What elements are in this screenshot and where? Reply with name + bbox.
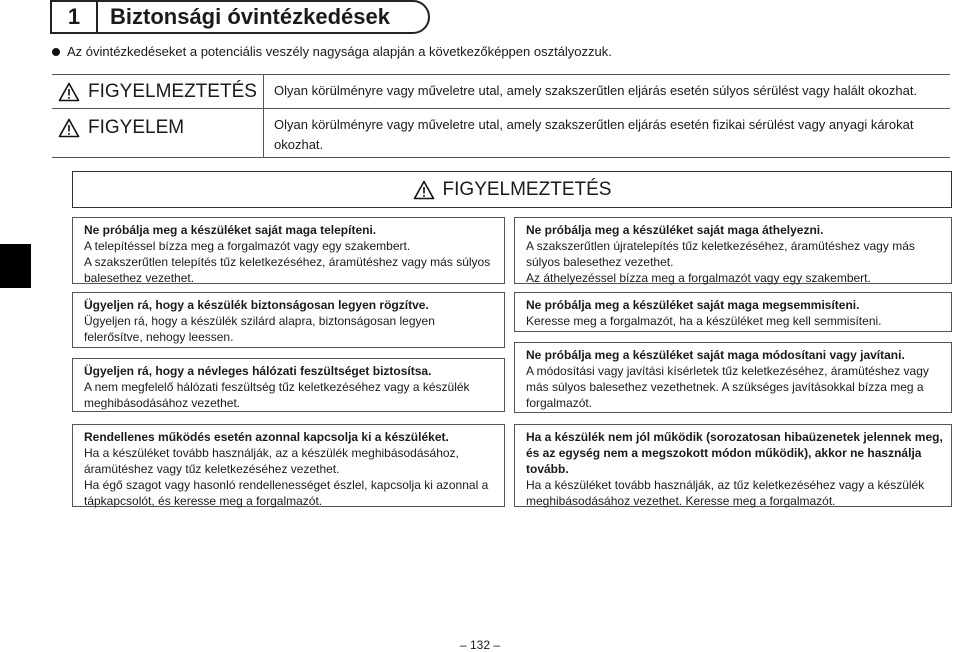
legend-divider — [263, 74, 264, 157]
warning-item-text: Ha égő szagot vagy hasonló rendellenességet észlel, kapcsolja ki azonnal a tápkapcsolót, és keresse meg a forgalmazót. — [84, 478, 489, 508]
warning-item-text: A telepítéssel bízza meg a forgalmazót vagy egy szakembert. — [84, 239, 411, 253]
warning-item — [514, 342, 952, 413]
warning-item — [514, 217, 952, 284]
warning-item — [72, 217, 505, 284]
section-title: Biztonsági óvintézkedések — [110, 4, 390, 29]
legend-caution-text: Olyan körülményre vagy műveletre utal, amely szakszerűtlen eljárás esetén fizikai sérülést vagy anyagi károkat okozhat. — [274, 117, 914, 152]
warning-item-text: A szakszerűtlen újratelepítés tűz keletkezéséhez, áramütéshez vagy más súlyos balesethez vezethet. — [526, 239, 915, 269]
warning-item-heading: Rendellenes működés esetén azonnal kapcsolja ki a készüléket. — [84, 430, 449, 444]
warning-item — [72, 292, 505, 348]
warning-item-heading: Ne próbálja meg a készüléket saját maga telepíteni. — [84, 223, 377, 237]
legend-caution-label: FIGYELEM — [58, 116, 184, 140]
warning-item-heading: Ha a készülék nem jól működik (sorozatosan hibaüzenetek jelennek meg, és az egység nem a megszokott módon működik), akkor ne használja tovább. — [526, 430, 943, 476]
warning-triangle-icon — [58, 118, 80, 138]
warning-item — [514, 424, 952, 507]
warning-item-heading: Ne próbálja meg a készüléket saját maga módosítani vagy javítani. — [526, 348, 905, 362]
chapter-tab-marker — [0, 244, 31, 288]
legend-warning-text: Olyan körülményre vagy műveletre utal, amely szakszerűtlen eljárás esetén súlyos sérülést vagy halált okozhat. — [274, 83, 918, 98]
section-number: 1 — [52, 2, 98, 32]
warning-item-text: A módosítási vagy javítási kísérletek tűz keletkezéséhez, áramütéshez vagy más súlyos balesethez vezethetnek. A szükséges javításokkal bízza meg a forgalmazót. — [526, 364, 929, 410]
intro-line — [52, 44, 612, 59]
warning-item-text: A nem megfelelő hálózati feszültség tűz keletkezéséhez vagy a készülék meghibásodásához vezethet. — [84, 380, 470, 410]
warning-item — [72, 358, 505, 412]
bullet-icon — [52, 48, 60, 56]
legend-top-rule — [52, 74, 950, 75]
warning-item-text: Az áthelyezéssel bízza meg a forgalmazót vagy egy szakembert. — [526, 271, 871, 285]
warning-title-box — [72, 171, 952, 208]
warning-item — [514, 292, 952, 332]
warning-title: FIGYELMEZTETÉS — [442, 178, 612, 200]
page-number: – 132 – — [459, 638, 501, 652]
legend-mid-rule — [52, 108, 950, 109]
warning-item-text: Ha a készüléket tovább használják, az a készülék meghibásodásához, áramütéshez vagy tűz keletkezéséhez vezethet. — [84, 446, 459, 476]
warning-triangle-icon — [413, 180, 435, 200]
warning-item — [72, 424, 505, 507]
warning-item-heading: Ne próbálja meg a készüléket saját maga áthelyezni. — [526, 223, 824, 237]
intro-text: Az óvintézkedéseket a potenciális veszély nagysága alapján a következőképpen osztályozzuk. — [67, 44, 612, 59]
warning-item-text: Ha a készüléket tovább használják, az tűz keletkezéséhez vagy a készülék meghibásodásához vezethet. Keresse meg a forgalmazót. — [526, 478, 925, 508]
warning-item-heading: Ügyeljen rá, hogy a készülék biztonságosan legyen rögzítve. — [84, 298, 429, 312]
warning-item-text: Ügyeljen rá, hogy a készülék szilárd alapra, biztonságosan legyen felerősítve, nehogy leessen. — [84, 314, 435, 344]
warning-item-text: Keresse meg a forgalmazót, ha a készüléket meg kell semmisíteni. — [526, 314, 882, 328]
warning-item-heading: Ne próbálja meg a készüléket saját maga megsemmisíteni. — [526, 298, 860, 312]
warning-item-text: A szakszerűtlen telepítés tűz keletkezéséhez, áramütéshez vagy más súlyos balesethez vezethet. — [84, 255, 491, 285]
section-header — [50, 0, 430, 34]
warning-item-heading: Ügyeljen rá, hogy a névleges hálózati feszültséget biztosítsa. — [84, 364, 432, 378]
warning-triangle-icon — [58, 82, 80, 102]
legend-warning-label: FIGYELMEZTETÉS — [58, 80, 257, 104]
legend-bottom-rule — [52, 157, 950, 158]
